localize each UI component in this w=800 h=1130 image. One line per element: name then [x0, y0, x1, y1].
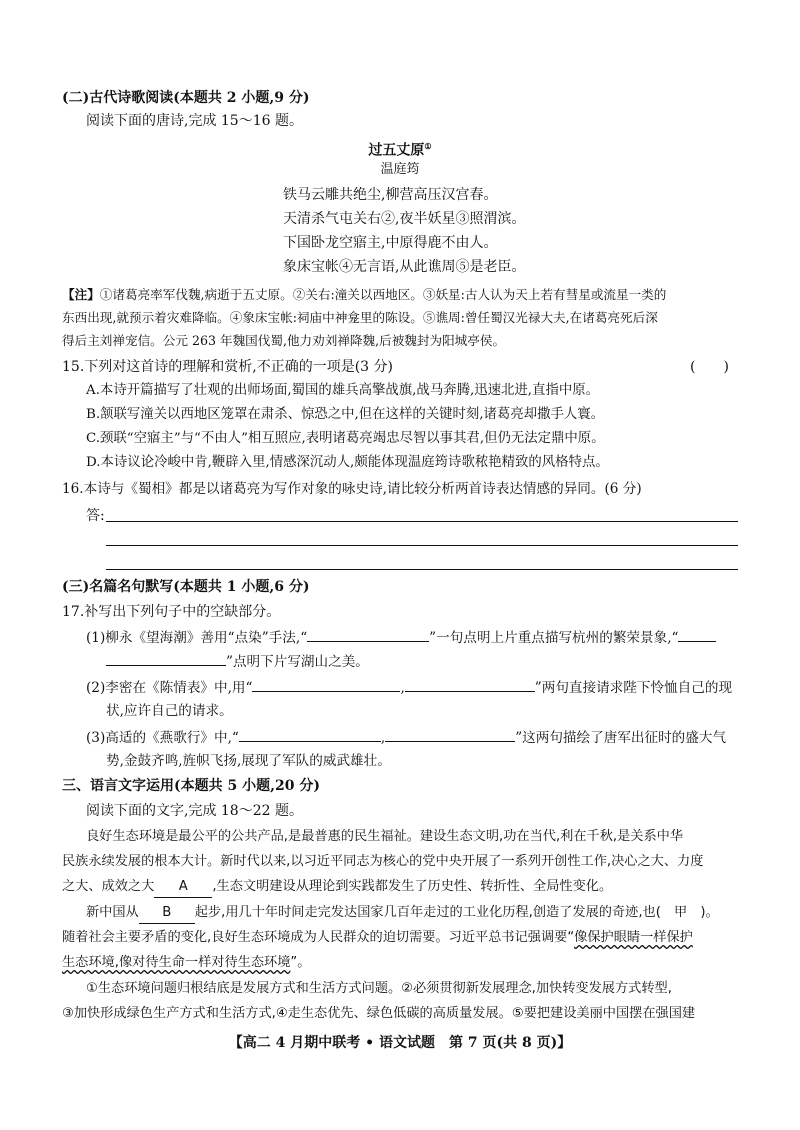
page-footer: 【高二 4 月期中联考 • 语文试题 第 7 页(共 8 页)】 — [228, 1035, 572, 1051]
q17-blank-3[interactable] — [252, 677, 400, 692]
q17-blank-2b[interactable] — [106, 651, 226, 666]
passage-p2-line-2: 随着社会主要矛盾的变化,良好生态环境成为人民群众的迫切需要。习近平总书记强调要“像保护眼睛一样保护 — [62, 930, 693, 945]
passage-p1-line-1: 良好生态环境是最公平的公共产品,是最普惠的民生福祉。建设生态文明,功在当代,利在千秋,是关系中华 — [86, 829, 684, 844]
section3-heading: (三)名篇名句默写(本题共 1 小题,6 分) — [62, 579, 310, 595]
passage-p3-line-1: ①生态环境问题归根结底是发展方式和生活方式问题。②必须贯彻新发展理念,加快转变发展方式转型, — [86, 981, 672, 996]
q16-answer-label: 答: — [86, 508, 105, 524]
q15-answer-bracket[interactable]: ( ) — [690, 359, 729, 375]
notes-line-1: 【注】①诸葛亮率军伐魏,病逝于五丈原。②关右:潼关以西地区。③妖星:古人认为天上若有彗星或流星一类的 — [62, 287, 667, 302]
part3-heading: 三、语言文字运用(本题共 5 小题,20 分) — [62, 778, 320, 794]
q15-option-a: A.本诗开篇描写了壮观的出师场面,蜀国的雄兵高擎战旗,战马奔腾,迅速北进,直指中原。 — [86, 383, 600, 398]
q17-blank-1[interactable] — [307, 627, 429, 642]
q17-item-1-cont: ”点明下片写湖山之美。 — [106, 651, 369, 672]
poem-line-3: 下国卧龙空寤主,中原得鹿不由人。 — [283, 235, 498, 251]
poem-title: 过五丈原① — [368, 141, 432, 159]
passage-p1-line-2: 民族永续发展的根本大计。新时代以来,以习近平同志为核心的党中央开展了一系列开创性工作,决心之大、力度 — [62, 854, 704, 869]
answer-line-3[interactable] — [106, 569, 738, 570]
q15-option-c: C.颈联“空寤主”与“不由人”相互照应,表明诸葛亮竭忠尽智以事其君,但仍无法定鼎中原。 — [86, 431, 605, 446]
passage-p1-line-3: 之大、成效之大 A ,生态文明建设从理论到实践都发生了历史性、转折性、全局性变化。 — [62, 877, 612, 898]
q15-option-b: B.颔联写潼关以西地区笼罩在肃杀、惊恐之中,但在这样的关键时刻,诸葛亮却撒手人寰。 — [86, 407, 605, 422]
notes-line-2: 东西出现,就预示着灾难降临。④象床宝帐:祠庙中神龛里的陈设。⑤谯周:曾任蜀汉光禄大夫,在诸葛亮死后深 — [62, 310, 658, 325]
q17-blank-4[interactable] — [405, 677, 535, 692]
poem-author: 温庭筠 — [380, 162, 420, 177]
notes-line-3: 得后主刘禅宠信。公元 263 年魏国伐蜀,他力劝刘禅降魏,后被魏封为阳城亭侯。 — [62, 333, 506, 348]
poem-line-4: 象床宝帐④无言语,从此谯周⑤是老臣。 — [283, 259, 526, 275]
part3-instruction: 阅读下面的文字,完成 18～22 题。 — [86, 803, 303, 819]
q17-item-2: (2)李密在《陈情表》中,用“ , ”两句直接请求陛下怜恤自己的现 — [86, 677, 732, 698]
section2-heading: (二)古代诗歌阅读(本题共 2 小题,9 分) — [62, 90, 310, 106]
passage-p2-line-1: 新中国从 B 起步,用几十年时间走完发达国家几百年走过的工业化历程,创造了发展的奇迹,也( 甲 )。 — [86, 903, 719, 924]
answer-line-1[interactable] — [106, 521, 738, 522]
q17-stem: 17.补写出下列句子中的空缺部分。 — [62, 604, 281, 620]
q17-item-3: (3)高适的《燕歌行》中,“ , ”这两句描绘了唐军出征时的盛大气 — [86, 727, 726, 748]
q15-stem: 15.下列对这首诗的理解和赏析,不正确的一项是(3 分) — [62, 359, 393, 375]
q17-item-2-cont: 状,应许自己的请求。 — [106, 703, 233, 719]
q17-item-1: (1)柳永《望海潮》善用“点染”手法,“ ”一句点明上片重点描写杭州的繁荣景象,“ — [86, 627, 716, 648]
section2-instruction: 阅读下面的唐诗,完成 15～16 题。 — [86, 113, 303, 129]
q17-blank-6[interactable] — [385, 727, 515, 742]
passage-p2-line-3: 生态环境,像对待生命一样对待生态环境”。 — [62, 955, 311, 970]
q17-blank-5[interactable] — [239, 727, 381, 742]
blank-b[interactable]: B — [139, 903, 195, 924]
answer-line-2[interactable] — [106, 545, 738, 546]
poem-line-1: 铁马云雕共绝尘,柳营高压汉宫春。 — [283, 187, 498, 203]
q17-item-3-cont: 势,金鼓齐鸣,旌帜飞扬,展现了军队的威武雄壮。 — [106, 753, 391, 769]
q16-stem: 16.本诗与《蜀相》都是以诸葛亮为写作对象的咏史诗,请比较分析两首诗表达情感的异同。(6 分) — [62, 481, 642, 497]
q15-option-d: D.本诗议论冷峻中肯,鞭辟入里,情感深沉动人,颇能体现温庭筠诗歌秾艳精致的风格特点。 — [86, 455, 609, 470]
passage-p3-line-2: ③加快形成绿色生产方式和生活方式,④走生态优先、绿色低碳的高质量发展。⑤要把建设美丽中国摆在强国建 — [62, 1006, 696, 1021]
poem-line-2: 天清杀气屯关右②,夜半妖星③照渭滨。 — [283, 211, 526, 227]
q17-blank-2a[interactable] — [678, 627, 716, 642]
blank-a[interactable]: A — [154, 877, 212, 898]
